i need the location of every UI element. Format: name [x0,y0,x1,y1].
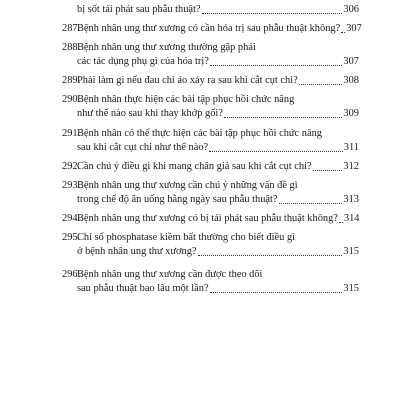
toc-entry [62,93,359,121]
toc-page-number: 308 [343,75,359,86]
toc-line [62,127,359,141]
dot-leader [210,291,343,293]
toc-page-number: 313 [343,194,359,205]
toc-entry-text: sau khi cắt cụt chi như thế nào? [77,142,209,153]
toc-page-number: 315 [343,246,359,257]
toc-line [62,282,359,296]
toc-entry-text: Chỉ số phosphatase kiềm bất thường cho biết điều gì [77,232,296,243]
toc-page-number: 306 [343,4,359,15]
dot-leader [224,116,343,118]
toc-line [62,268,359,282]
toc-entry-text: Bệnh nhân ung thư xương thường gặp phải [77,42,256,53]
toc-line [62,55,359,69]
toc-entry-number: 296. [62,269,81,280]
toc-entry [62,160,359,174]
toc-page-number: 315 [343,283,359,294]
toc-entry-number: 288. [62,42,81,53]
toc-line [62,141,359,155]
toc-line [62,231,359,245]
toc-entry-text: Bệnh nhân ung thư xương có cần hóa trị sau phẫu thuật không? [77,23,341,34]
dot-leader [279,202,343,204]
toc-entry [62,127,359,155]
toc-entry-text: các tác dụng phụ gì của hóa trị? [77,56,209,67]
toc-entry [62,212,359,226]
dot-leader [313,169,343,171]
dot-leader [198,254,343,256]
toc-entry [62,179,359,207]
toc-entry-text: sau phẫu thuật bao lâu một lần? [77,283,209,294]
dot-leader [210,64,343,66]
toc-line [62,245,359,259]
dot-leader [341,31,345,33]
toc-entry-number: 292. [62,161,81,172]
toc-entry-number: 295. [62,232,81,243]
toc-entry-text: như thế nào sau khi thay khớp gối? [77,108,223,119]
toc-entry-number: 290. [62,94,81,105]
toc-page-number: 311 [343,142,359,153]
dot-leader [299,83,343,85]
dot-leader [202,12,343,14]
toc-entry-text: bị sốt tái phát sau phẫu thuật? [77,4,201,15]
toc-entry-text: trong chế độ ăn uống hằng ngày sau phẫu thuật? [77,194,278,205]
toc-entry-number: 291. [62,128,81,139]
toc-page-number: 309 [343,108,359,119]
toc-entry-text: Bệnh nhân thực hiện các bài tập phục hồi chức năng [77,94,295,105]
toc-line [62,179,359,193]
toc-entry [62,231,359,259]
toc-entry-text: ở bệnh nhân ung thư xương? [77,246,197,257]
toc-entry-number: 294. [62,213,81,224]
toc-entry-number: 287. [62,23,81,34]
toc-page-number: 307 [343,56,359,67]
toc-entry [62,3,359,17]
toc-entry [62,268,359,296]
toc-entry-text: Bệnh nhân ung thư xương cần được theo dõi [77,269,263,280]
toc-line [62,3,359,17]
toc-entry [62,41,359,69]
dot-leader [339,221,343,223]
toc-entry [62,22,362,36]
toc-entry [62,74,359,88]
toc-entry-text: Bệnh nhân có thể thực hiện các bài tập phục hồi chức năng [77,128,322,139]
toc-page-number: 312 [343,161,359,172]
toc-line [62,22,362,36]
toc-entry-number: 289. [62,75,81,86]
toc-line [62,193,359,207]
toc-entry-number: 293. [62,180,81,191]
toc-page-number: 307 [346,23,362,34]
toc-line [62,212,359,226]
toc-entry-text: Phải làm gì nếu đau chi ảo xảy ra sau khi cắt cụt chi? [77,75,298,86]
toc-entry-text: Bệnh nhân ung thư xương có bị tái phát sau phẫu thuật không? [77,213,338,224]
toc-line [62,107,359,121]
toc-line [62,160,359,174]
toc-page-number: 314 [343,213,360,224]
toc-line [62,41,359,55]
table-of-contents [62,3,362,296]
toc-line [62,93,359,107]
toc-line [62,74,359,88]
toc-entry-text: Bệnh nhân ung thư xương cần chú ý những vấn đề gì [77,180,298,191]
dot-leader [209,150,343,152]
toc-entry-text: Cần chú ý điều gì khi mang chân giả sau khi cắt cụt chi? [77,161,312,172]
